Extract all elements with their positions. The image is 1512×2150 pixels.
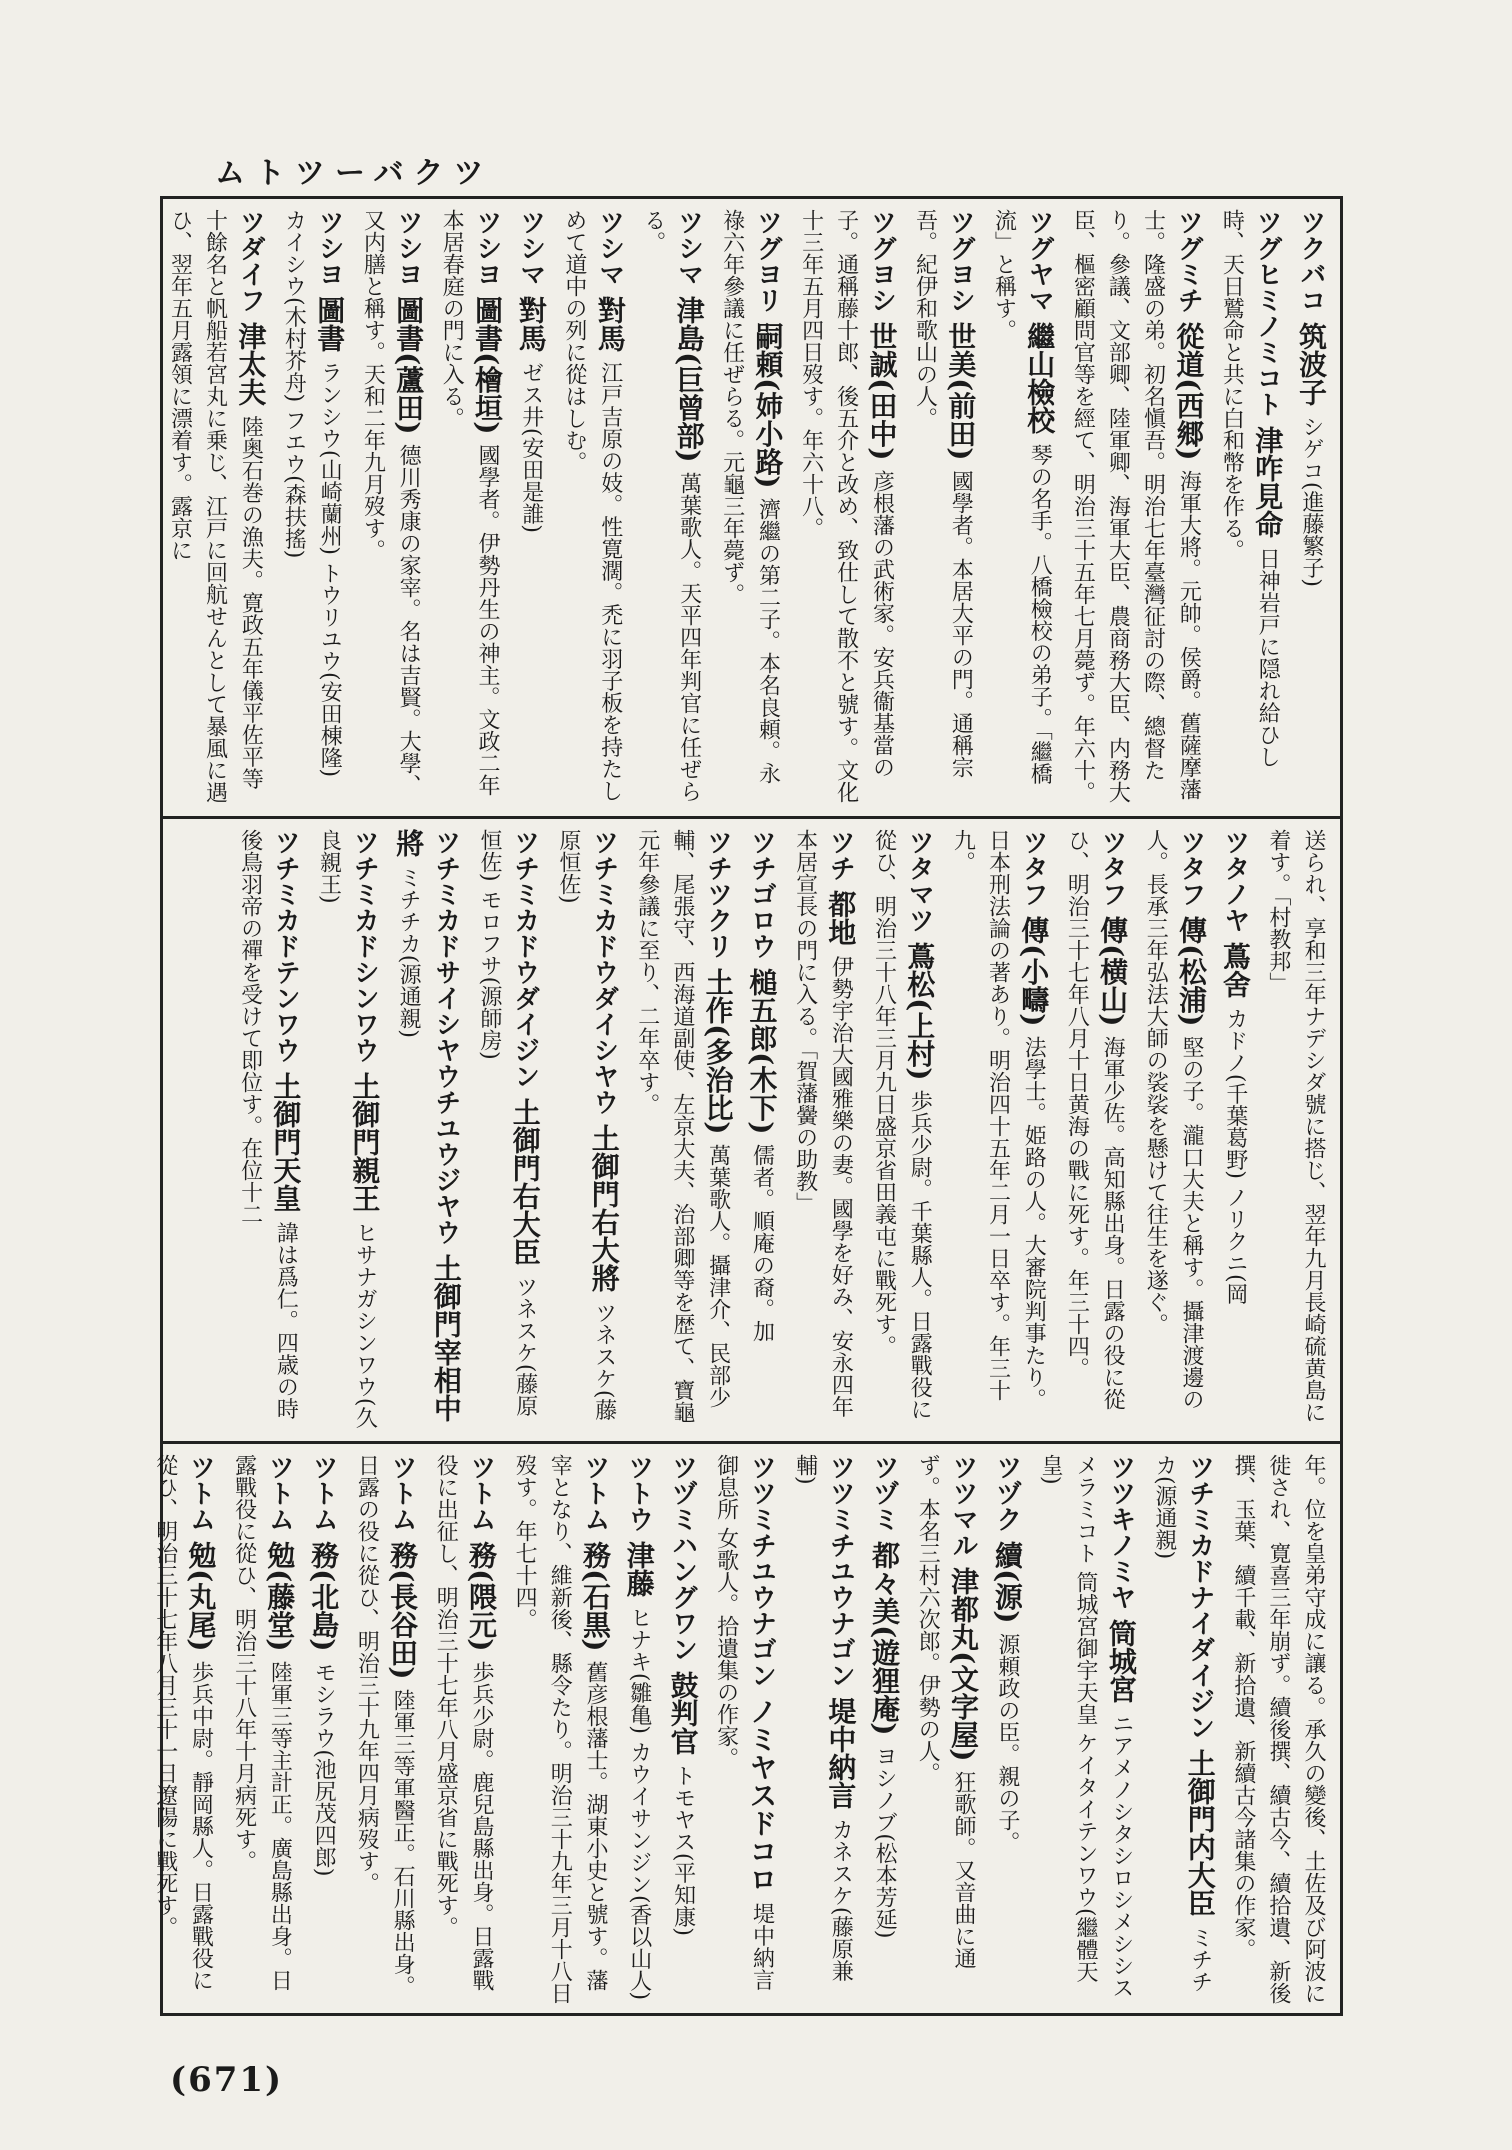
entry-text: 江戸吉原の妓。性寛濶。禿に羽子板を持たしめて道中の列に從はしむ。 <box>561 209 623 802</box>
dictionary-entry <box>1260 829 1330 1431</box>
entry-text: 歩兵少尉。千葉縣人。日露戰役に從ひ、明治三十八年三月九日盛京省田義屯に戰死す。 <box>871 829 933 1421</box>
entry-headword: 勉(丸尾) <box>184 1541 218 1662</box>
entry-kana: ツツミチユウナゴン <box>825 1454 856 1698</box>
dictionary-entry <box>909 1454 982 2006</box>
entry-text: ヒサナガシンワウ(久良親王) <box>316 829 378 1429</box>
entry-text: 彦根藩の武術家。安兵衞基當の子。通稱藤十郎、後五介と改め、致仕して散不と號す。文化十三年五月四日歿す。年六十八。 <box>798 209 895 803</box>
entry-text: 陸軍三等主計正。廣島縣出身。日露戰役に從ひ、明治三十八年十月病死す。 <box>231 1454 293 1992</box>
entry-headword: 圖書 <box>313 296 347 362</box>
entry-headword: ノミヤスドコロ <box>745 1697 779 1903</box>
entry-kana: ツタフ <box>1097 829 1128 917</box>
entry-kana: ツツミチユウナゴン <box>746 1454 777 1698</box>
entry-headword: 務(隈元) <box>465 1541 498 1662</box>
entry-headword: 筑波子 <box>1295 322 1328 416</box>
entry-headword: 勉(藤堂) <box>263 1541 297 1662</box>
entry-text: 德川秀康の家宰。名は吉賢。大學、又内膳と稱す。天和二年九月歿す。 <box>360 209 422 797</box>
section-top <box>163 199 1340 819</box>
entry-text: ツネスケ(藤原恒佐) モロフサ(源師房) <box>477 829 538 1417</box>
running-head: ツクバーツトム <box>215 156 494 191</box>
section-bottom <box>152 1444 1340 2016</box>
entry-text: 儒者。順庵の裔。加 <box>749 1144 775 1343</box>
entry-text: 陸奥石巻の漁夫。寛政五年儀平佐平等十餘名と帆船若宮丸に乗じ、江戸に回航せんとして暴風に遇ひ、翌年五月露領に漂着す。露京に <box>167 209 264 803</box>
entry-text: ミチチカ(源通親) <box>396 866 422 1038</box>
entry-text: 國學者。伊勢丹生の神主。文政二年本居春庭の門に入る。 <box>439 209 500 797</box>
dictionary-entry <box>471 829 544 1431</box>
entry-kana: ツタフ <box>1018 829 1049 917</box>
entry-kana: ツトム <box>264 1454 295 1542</box>
section-bottom-columns <box>147 1454 1330 2006</box>
dictionary-entry <box>1058 829 1131 1431</box>
dictionary-entry <box>629 829 737 1431</box>
entry-kana: ツチゴロウ <box>746 829 777 969</box>
dictionary-entry <box>1146 1454 1219 2006</box>
entry-headword: 嗣頼(姉小路) <box>751 322 785 499</box>
dictionary-entry <box>275 209 348 806</box>
entry-text: 國學者。本居大平の門。通稱宗吾。紀伊和歌山の人。 <box>912 209 974 779</box>
dictionary-entry <box>714 209 787 806</box>
entry-headword: 鼓判官 <box>666 1671 700 1765</box>
dictionary-entry <box>427 1454 500 2006</box>
entry-kana: ツシヨ <box>472 209 502 297</box>
dictionary-entry <box>985 209 1058 806</box>
dictionary-entry <box>1064 209 1207 806</box>
entry-headword: 土御門右大臣 <box>508 1098 542 1276</box>
entry-kana: ツタマツ <box>904 829 935 943</box>
entry-headword: 土御門内大臣 <box>1183 1749 1217 1927</box>
dictionary-entry <box>506 1454 614 2006</box>
entry-headword: 津太夫 <box>234 322 268 416</box>
dictionary-entry <box>1216 829 1254 1431</box>
entry-headword: 蔦松(上村) <box>903 942 937 1091</box>
entry-kana: ツチミカドサイシヤウチユウジヤウ <box>430 829 461 1255</box>
entry-kana: ツチミカドテンワウ <box>270 829 301 1073</box>
dictionary-entry <box>304 1454 342 2006</box>
entry-kana: ツチミカドウダイジン <box>509 829 540 1099</box>
entry-kana: ツシマ <box>594 209 625 297</box>
entry-text: ゼス井(安田是誰) <box>518 361 544 533</box>
entry-headword: 筒城宮 <box>1104 1619 1138 1713</box>
entry-text: 萬葉歌人。攝津介、民部少輔、尾張守、西海道副使、左京大夫、治部卿等を歴て、寶龜元年參議に至り、二年卒す。 <box>634 829 731 1423</box>
entry-kana: ツクバコ <box>1296 209 1326 323</box>
dictionary-entry <box>635 209 708 806</box>
entry-text: 萬葉歌人。天平四年判官に任ぜらる。 <box>640 209 702 803</box>
entry-text: 源頼政の臣。親の子。 <box>994 1633 1020 1854</box>
entry-text: 法學士。姫路の人。大審院判事たり。日本刑法論の著あり。明治四十五年二月一日卒す。年三十九。 <box>950 829 1047 1411</box>
entry-kana: ツツマル <box>948 1454 979 1568</box>
entry-text: 日神岩戸に隠れ給ひし時、天日鷲命と共に白和幣を作る。 <box>1219 209 1281 768</box>
entry-text: トモヤス(平知康) <box>670 1764 696 1936</box>
entry-text: 伊勢宇治大國雅樂の妻。國學を好み、安永四年本居宣長の門に入る。「賀藩黌の助教」 <box>792 829 854 1418</box>
entry-text: 琴の名手。八橋檢校の弟子。「繼橋流」と稱す。 <box>991 209 1053 785</box>
entry-text: シゲコ(進藤繁子) <box>1299 415 1324 587</box>
dictionary-entry <box>786 829 859 1431</box>
entry-text: 舊彦根藩士。湖東小史と號す。藩宰となり、維新後、縣令たり。明治三十九年三月十八日歿す。年七十四。 <box>512 1454 608 2004</box>
entry-kana: ツグヤマ <box>1024 209 1055 323</box>
entry-headword: 津藤 <box>622 1541 656 1607</box>
entry-text: 堤中納言御息所 女歌人。拾遺集の作家。 <box>713 1454 775 1991</box>
entry-headword: 續(源) <box>990 1541 1024 1634</box>
entry-text: 送られ、享和三年ナデシダ號に搭じ、翌年九月長崎硫黄島に着す。「村教邦」 <box>1265 829 1326 1423</box>
entry-headword: 津咋見命 <box>1251 426 1285 548</box>
entry-headword: 傳(松浦) <box>1175 916 1209 1037</box>
entry-headword: 土作(多治比) <box>701 968 735 1145</box>
entry-kana: ツチツクリ <box>702 829 733 969</box>
section-middle <box>163 819 1340 1444</box>
dictionary-entry <box>232 829 305 1431</box>
dictionary-entry <box>708 1454 781 2006</box>
dictionary-entry <box>348 1454 421 2006</box>
entry-kana: ツチミカドウダイシヤウ <box>588 829 619 1125</box>
entry-text: ヒナキ(雛亀) カウイサンジン(香以山人) <box>626 1606 652 2001</box>
entry-text: ランシウ(山崎蘭州) トウリユウ(安田棟隆) カイシウ(木村芥舟) フエウ(森扶搖) <box>281 209 343 778</box>
entry-kana: ツチ <box>825 829 856 891</box>
entry-kana: ツトム <box>387 1454 418 1542</box>
entry-headword: 都々美(遊狸庵) <box>868 1541 902 1746</box>
entry-text: 海軍少佐。高知縣出身。日露の役に從ひ、明治三十七年八月十日黄海の戰に死す。年三十四。 <box>1064 829 1126 1411</box>
entry-text: モシラウ(池尻茂四郎) <box>311 1661 337 1877</box>
entry-text: ニアメノシタシロシメシシスメラミコト 筒城宮御宇天皇 ケイタイテンワウ(繼體天皇) <box>1037 1454 1134 1999</box>
entry-text: ツネスケ(藤原恒佐) <box>555 829 617 1421</box>
entry-headword: 土御門宰相中將 <box>392 829 463 1423</box>
dictionary-entry <box>988 1454 1026 2006</box>
entry-headword: 傳(横山) <box>1096 916 1130 1037</box>
entry-text: 狂歌師。又音曲に通ず。本名三村六次郎。伊勢の人。 <box>915 1454 977 1970</box>
entry-text: ヨシノブ(松本芳延) <box>872 1745 898 1939</box>
entry-headword: 對馬 <box>514 296 548 362</box>
dictionary-entry <box>310 829 383 1431</box>
entry-text: カドノ(千葉葛野) ノリクニ(岡 <box>1222 1007 1248 1305</box>
entry-headword: 世美(前田) <box>944 322 978 471</box>
dictionary-entry <box>512 209 550 806</box>
dictionary-entry <box>1213 209 1286 806</box>
dictionary-entry <box>906 209 979 806</box>
dictionary-entry <box>354 209 427 806</box>
entry-kana: ツグヨリ <box>752 209 783 323</box>
entry-kana: ツトム <box>579 1454 610 1542</box>
entry-headword: 務(石黒) <box>578 1541 612 1662</box>
entry-headword: 對馬 <box>593 296 627 362</box>
dictionary-entry <box>226 1454 299 2006</box>
entry-text: 濟繼の第二子。本名良頼。永祿六年參議に任ぜらる。元龜三年薨ず。 <box>719 209 781 785</box>
dictionary-entry <box>743 829 781 1431</box>
dictionary-entry <box>620 1454 658 2006</box>
entry-headword: 圖書(蘆田) <box>392 296 426 445</box>
entry-text: 歩兵中尉。靜岡縣人。日露戰役に從ひ、明治三十七年八月三十一日遼陽に戰死す。 <box>152 1454 214 1992</box>
dictionary-entry <box>161 209 269 806</box>
dictionary-entry <box>786 1454 859 2006</box>
entry-headword: 蔦舍 <box>1218 942 1252 1008</box>
dictionary-entry <box>865 829 938 1431</box>
page-frame <box>152 196 1343 2016</box>
entry-text: 歩兵少尉。鹿兒島縣出身。日露戰役に出征し、明治三十七年八月盛京省に戰死す。 <box>433 1454 494 1992</box>
dictionary-entry <box>865 1454 903 2006</box>
section-middle-columns <box>232 829 1330 1431</box>
dictionary-entry <box>1032 1454 1140 2006</box>
dictionary-entry <box>664 1454 702 2006</box>
entry-headword: 傳(小疇) <box>1017 916 1051 1037</box>
dictionary-entry <box>433 209 506 806</box>
entry-kana: ツツキノミヤ <box>1105 1454 1136 1620</box>
entry-text: 諱は爲仁。四歳の時後鳥羽帝の禪を受けて即位す。在位十二 <box>237 829 299 1420</box>
entry-headword: 繼山檢校 <box>1023 322 1057 444</box>
entry-text: 陸軍三等軍醫正。石川縣出身。日露の役に從ひ、明治三十九年四月病歿す。 <box>354 1454 416 1998</box>
dictionary-entry <box>1137 829 1210 1431</box>
entry-text: 堅の子。瀧口大夫と稱す。攝津渡邊の人。長承三年弘法大師の裟裟を懸けて往生を遂ぐ。 <box>1143 829 1205 1411</box>
entry-kana: ツトム <box>185 1454 216 1542</box>
section-top-columns <box>161 209 1330 806</box>
entry-headword: 務(北島) <box>307 1541 341 1662</box>
entry-kana: ツタノヤ <box>1219 829 1250 943</box>
entry-kana: ツシヨ <box>314 209 345 297</box>
entry-headword: 世誠(田中) <box>865 322 899 471</box>
entry-text: 年。位を皇弟守成に讓る。承久の變後、土佐及び阿波に徙され、寛喜三年崩ず。續後撰、續古今、續拾遺、新後撰、玉葉、續千載、新拾遺、新續古今諸集の作家。 <box>1230 1454 1326 2004</box>
entry-headword: 堤中納言 <box>824 1697 858 1819</box>
entry-headword: 從道(西郷) <box>1172 322 1206 471</box>
dictionary-entry <box>550 829 623 1431</box>
entry-kana: ツヅミハングワン <box>667 1454 698 1672</box>
entry-headword: 土御門天皇 <box>269 1072 303 1222</box>
dictionary-entry <box>389 829 465 1431</box>
entry-headword: 津島(巨曾部) <box>672 296 706 473</box>
entry-kana: ツタフ <box>1176 829 1207 917</box>
dictionary-entry <box>147 1454 220 2006</box>
entry-headword: 土御門親王 <box>348 1072 382 1222</box>
dictionary-entry <box>944 829 1052 1431</box>
entry-kana: ツシマ <box>673 209 704 297</box>
dictionary-entry <box>1292 209 1330 806</box>
entry-kana: ツシヨ <box>393 209 424 297</box>
entry-headword: 務(長谷田) <box>386 1541 420 1690</box>
entry-kana: ツグヒミノミコト <box>1252 209 1283 427</box>
page-number: (671) <box>170 2060 284 2100</box>
entry-kana: ツトウ <box>623 1454 654 1542</box>
entry-headword: 津都丸(文字屋) <box>947 1567 981 1772</box>
entry-kana: ツヅク <box>991 1454 1022 1542</box>
entry-kana: ツダイフ <box>235 209 266 323</box>
entry-text: 海軍大將。元帥。侯爵。舊薩摩藩士。隆盛の弟。初名愼吾。明治七年臺灣征討の際、總督たり。參議、文部卿、陸軍卿、海軍大臣、農商務大臣、内務大臣、樞密顧問官等を經て、明治三十五年七月薨ず。年六十。 <box>1070 209 1202 803</box>
entry-kana: ツトム <box>308 1454 339 1542</box>
entry-kana: ツチミカドナイダイジン <box>1184 1454 1215 1750</box>
entry-headword: 圖書(檜垣) <box>471 296 504 445</box>
entry-text: カネスケ(藤原兼輔) <box>792 1454 854 1982</box>
entry-kana: ツチミカドシンワウ <box>349 829 380 1073</box>
dictionary-entry <box>1225 1454 1330 2006</box>
entry-kana: ツシマ <box>515 209 546 297</box>
entry-kana: ツグミチ <box>1173 209 1204 323</box>
dictionary-entry <box>556 209 629 806</box>
dictionary-entry <box>792 209 900 806</box>
entry-kana: ツトム <box>466 1454 496 1542</box>
entry-headword: 都地 <box>824 890 858 956</box>
entry-kana: ツグヨシ <box>866 209 897 323</box>
entry-headword: 土御門右大將 <box>587 1124 621 1302</box>
entry-text: ミチチカ(源通親) <box>1151 1454 1213 1993</box>
entry-kana: ツヅミ <box>869 1454 900 1542</box>
entry-headword: 槌五郎(木下) <box>745 968 779 1145</box>
entry-kana: ツグヨシ <box>945 209 976 323</box>
